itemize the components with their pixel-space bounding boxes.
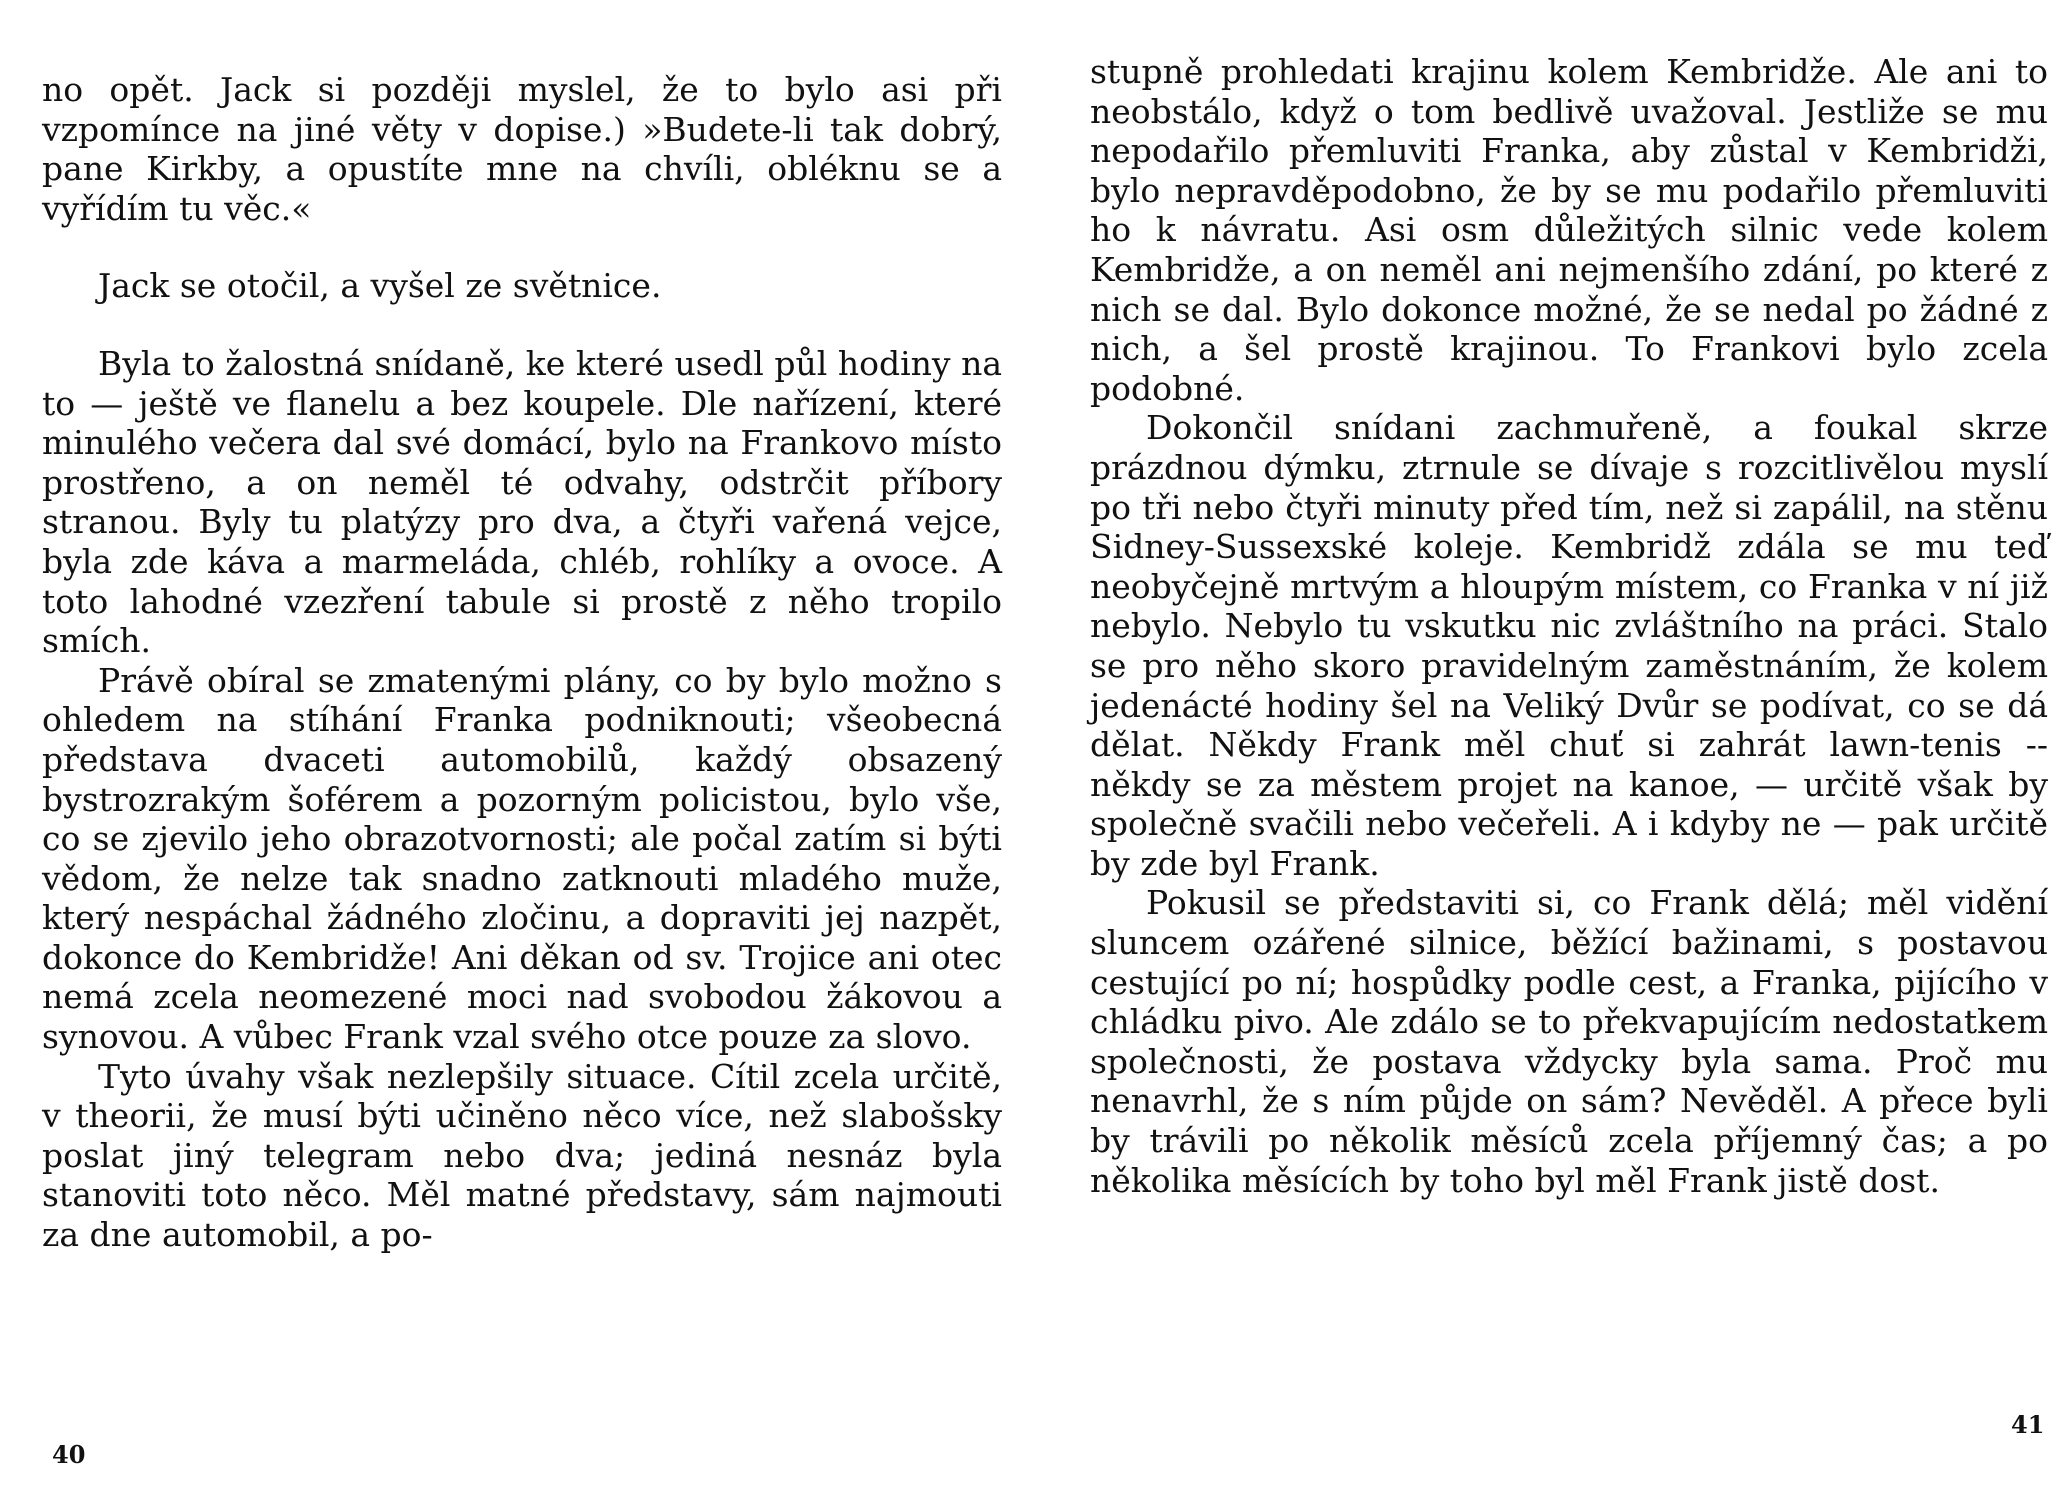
page-number: 40 [52,1440,86,1469]
paragraph: Jack se otočil, a vyšel ze světnice. [98,266,662,306]
paragraph: Tyto úvahy však nezlepšily situace. Cítil zcela určitě, v theorii, že musí býti učiněno něco více, než slabošsky poslat jiný telegram nebo dva; jediná nesnáz byla stanoviti toto něco. Měl matné představy, sám najmouti za dne automobil, a po- [42,1056,1002,1255]
paragraph: Byla to žalostná snídaně, ke které usedl půl hodiny na to — ještě ve flanelu a bez koupele. Dle nařízení, které minulého večera dal své domácí, bylo na Frankovo místo prostřeno, a on neměl té odvahy, odstrčit příbory stranou. Byly tu platýzy pro dva, a čtyři vařená vejce, byla zde káva a marmeláda, chléb, rohlíky a ovoce. A toto lahodné vzezření tabule si prostě z něho tropilo smích. [42,343,1002,661]
paragraph: Pokusil se představiti si, co Frank dělá; měl vidění sluncem ozářené silnice, běžící bažinami, s postavou cestující po ní; hospůdky podle cest, a Franka, pijícího v chládku pivo. Ale zdálo se to překvapujícím nedostatkem společnosti, že postava vždycky byla sama. Proč mu nenavrhl, že s ním půjde on sám? Nevěděl. A přece byli by trávili po několik měsíců zcela příjemný čas; a po několika měsících by toho byl měl Frank jistě dost. [1090,883,2048,1200]
paragraph: Dokončil snídani zachmuřeně, a foukal skrze prázdnou dýmku, ztrnule se dívaje s rozcitlivělou myslí po tři nebo čtyři minuty před tím, než si zapálil, na stěnu Sidney-Sussexské koleje. Kembridž zdála se mu teď neobyčejně mrtvým a hloupým místem, co Franka v ní již nebylo. Nebylo tu vskutku nic zvláštního na práci. Stalo se pro něho skoro pravidelným zaměstnáním, že kolem jedenácté hodiny šel na Veliký Dvůr se podívat, co se dá dělat. Někdy Frank měl chuť si zahrát lawn-tenis -- někdy se za městem projet na kanoe, — určitě však by společně svačili nebo večeřeli. A i kdyby ne — pak určitě by zde byl Frank. [1090,408,2048,883]
page-number: 41 [2011,1410,2045,1439]
right-page [1036,0,2072,1500]
paragraph: no opět. Jack si později myslel, že to bylo asi při vzpomínce na jiné věty v dopise.) »Budete-li tak dobrý, pane Kirkby, a opustíte mne na chvíli, obléknu se a vyřídím tu věc.« [42,70,1002,228]
paragraph: stupně prohledati krajinu kolem Kembridže. Ale ani to neobstálo, když o tom bedlivě uvažoval. Jestliže se mu nepodařilo přemluviti Franka, aby zůstal v Kembridži, bylo nepravděpodobno, že by se mu podařilo přemluviti ho k návratu. Asi osm důležitých silnic vede kolem Kembridže, a on neměl ani nejmenšího zdání, po které z nich se dal. Bylo dokonce možné, že se nedal po žádné z nich, a šel prostě krajinou. To Frankovi bylo zcela podobné. [1090,52,2048,408]
right-page-text [1090,52,2048,1200]
left-page-text [42,70,1002,1255]
paragraph: Právě obíral se zmatenými plány, co by bylo možno s ohledem na stíhání Franka podniknouti; všeobecná představa dvaceti automobilů, každý obsazený bystrozrakým šoférem a pozorným policistou, bylo vše, co se zjevilo jeho obrazotvornosti; ale počal zatím si býti vědom, že nelze tak snadno zatknouti mladého muže, který nespáchal žádného zločinu, a dopraviti jej nazpět, dokonce do Kembridže! Ani děkan od sv. Trojice ani otec nemá zcela neomezené moci nad svobodou žákovou a synovou. A vůbec Frank vzal svého otce pouze za slovo. [42,660,1002,1057]
